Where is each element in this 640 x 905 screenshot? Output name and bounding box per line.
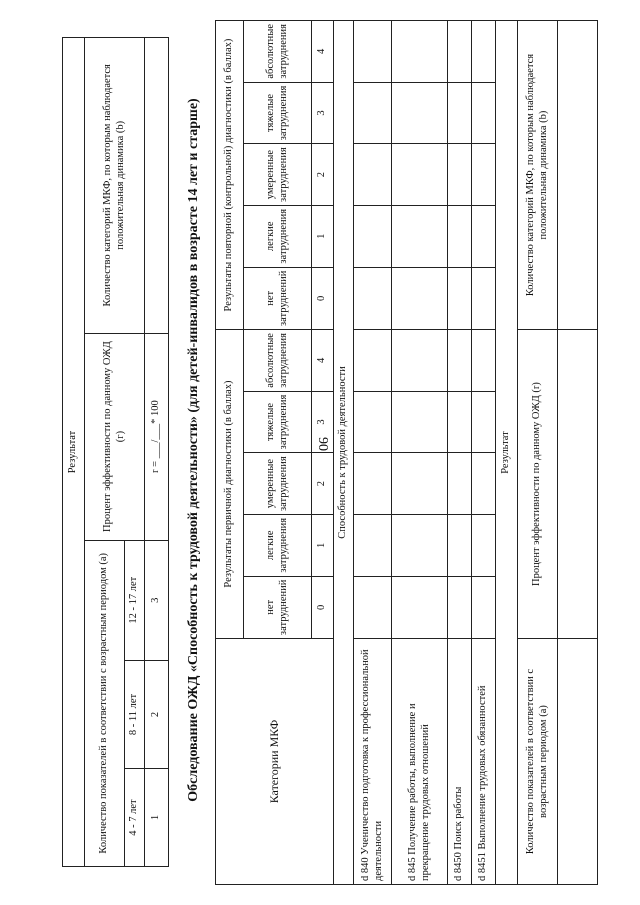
grade-number: 4	[312, 21, 334, 83]
age-group-1: 4 - 7 лет	[125, 769, 145, 867]
footer-count: Количество показателей в соответствии с возрастным периодом (а)	[518, 639, 558, 885]
formula: r = ___/___* 100	[145, 333, 169, 540]
age-group-2: 8 - 11 лет	[125, 660, 145, 768]
percent-header: Процент эффективности по данному ОЖД (г)	[85, 333, 145, 540]
footer-empty-cell	[558, 21, 598, 330]
primary-header: Результаты первичной диагностики (в баллах)	[216, 330, 244, 639]
age-group-3: 12 - 17 лет	[125, 540, 145, 660]
page-number: 90	[315, 437, 330, 451]
grade-label: умеренные затруднения	[244, 453, 312, 515]
grade-label: абсолютные затруднения	[244, 21, 312, 83]
top-results-table	[62, 37, 169, 867]
count-categories-header: Количество категорий МКФ, по которым наблюдается положительная динамика (b)	[85, 38, 145, 334]
grade-number: 0	[312, 267, 334, 329]
grade-label: тяжелые затруднения	[244, 82, 312, 144]
table-row-label: d 840 Ученичество подготовка к профессиональной деятельности	[354, 639, 392, 885]
grade-number: 3	[312, 82, 334, 144]
table-row-label: d 8451 Выполнение трудовых обязанностей	[472, 639, 496, 885]
grade-label: абсолютные затруднения	[244, 330, 312, 392]
category-header: Категории МКФ	[216, 639, 334, 885]
grade-label: легкие затруднения	[244, 205, 312, 267]
diagnostics-table	[215, 20, 598, 885]
result-row: Результат	[496, 21, 518, 885]
grade-number: 3	[312, 391, 334, 453]
table-row-label: d 845 Получение работы, выполнение и прекращение трудовых отношений	[392, 639, 448, 885]
grade-number: 2	[312, 144, 334, 206]
grade-label: нет затруднений	[244, 267, 312, 329]
empty-cell	[145, 38, 169, 334]
domain-row: Способность к трудовой деятельности	[334, 21, 354, 885]
grade-number: 4	[312, 330, 334, 392]
repeat-header: Результаты повторной (контрольной) диагностики (в баллах)	[216, 21, 244, 330]
grade-number: 1	[312, 514, 334, 576]
age-number-2: 2	[145, 660, 169, 768]
grade-number: 2	[312, 453, 334, 515]
footer-empty-cell	[558, 330, 598, 639]
grade-number: 1	[312, 205, 334, 267]
table-row-label: d 8450 Поиск работы	[448, 639, 472, 885]
grade-label: умеренные затруднения	[244, 144, 312, 206]
age-number-1: 1	[145, 769, 169, 867]
age-number-3: 3	[145, 540, 169, 660]
footer-categories: Количество категорий МКФ, по которым наблюдается положительная динамика (b)	[518, 21, 558, 330]
count-header: Количество показателей в соответствии с возрастным периодом (а)	[85, 540, 125, 866]
grade-number: 0	[312, 576, 334, 638]
grade-label: тяжелые затруднения	[244, 391, 312, 453]
grade-label: легкие затруднения	[244, 514, 312, 576]
footer-empty-cell	[558, 639, 598, 885]
footer-percent: Процент эффективности по данному ОЖД (r)	[518, 330, 558, 639]
grade-label: нет затруднений	[244, 576, 312, 638]
section-title: Обследование ОЖД «Способность к трудовой деятельности» (для детей-инвалидов в возрасте 14 лет и старше)	[186, 98, 201, 802]
result-header: Результат	[63, 38, 85, 867]
